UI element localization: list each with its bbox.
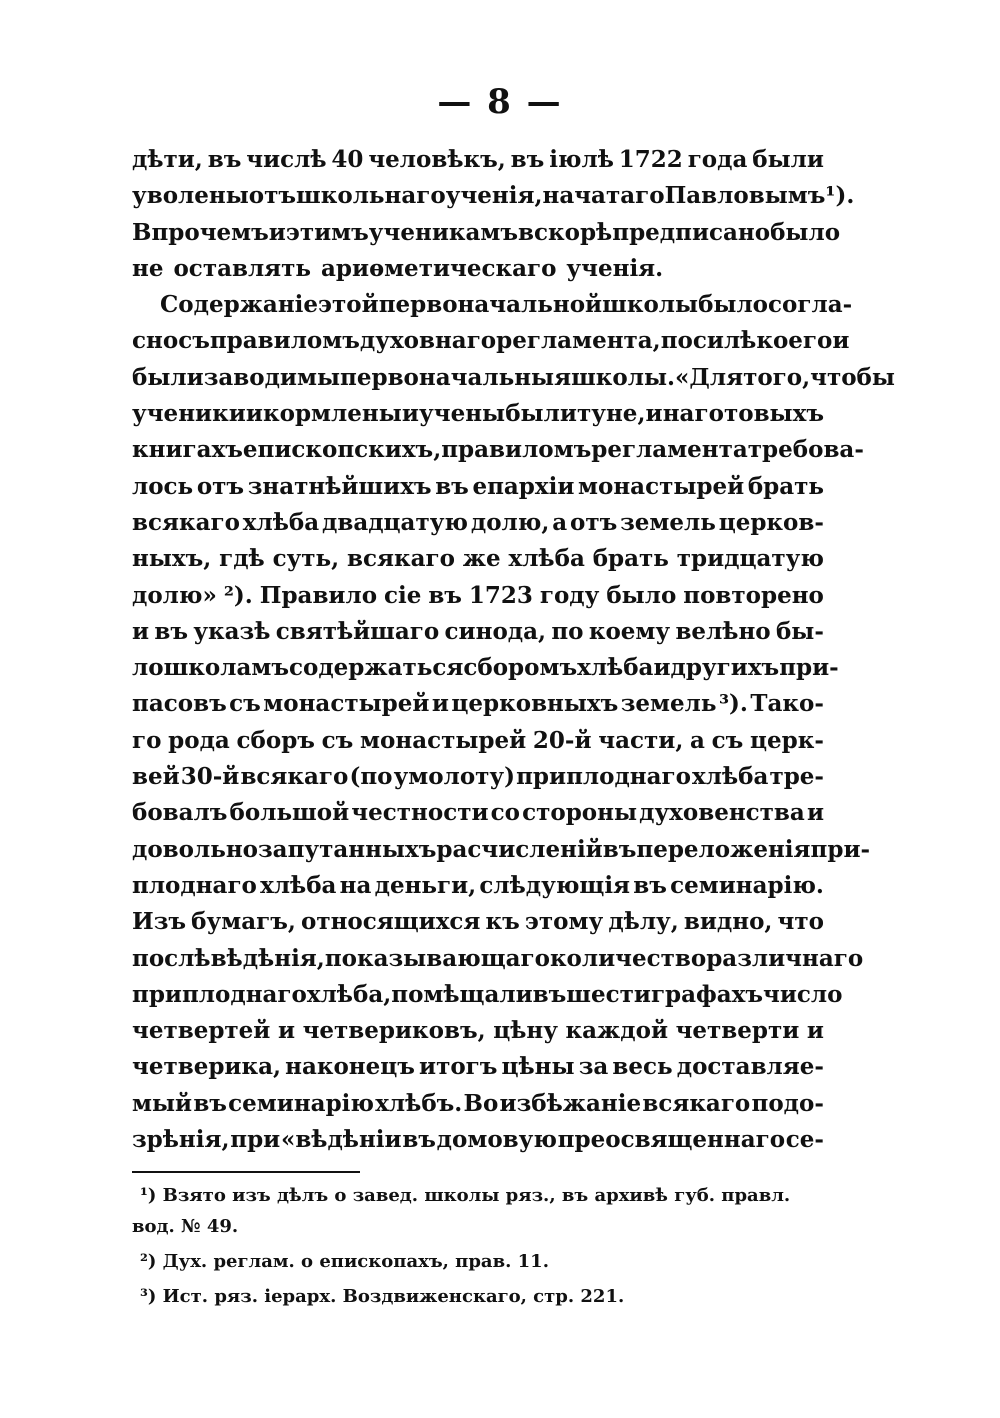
word: было: [770, 218, 841, 246]
word: за: [578, 1053, 609, 1081]
word: числѣ: [246, 146, 327, 173]
text-line: [132, 723, 824, 759]
word: 20-й: [532, 726, 592, 754]
word: ³).: [718, 690, 748, 718]
word: четверика,: [132, 1053, 281, 1081]
word: мый: [132, 1089, 193, 1117]
word: брать: [592, 545, 669, 573]
word: Впрочемъ: [132, 218, 269, 246]
word: Тако-: [750, 690, 824, 718]
text-line: [132, 941, 864, 977]
word: уволены: [132, 182, 249, 210]
word: съ: [711, 726, 744, 754]
word: году: [539, 581, 600, 609]
word: части,: [598, 726, 684, 754]
word: не: [132, 254, 164, 282]
word: и: [832, 327, 850, 355]
word: отъ: [569, 508, 618, 536]
word: а: [552, 508, 568, 536]
word: всякаго: [347, 545, 455, 573]
word: духовнаго: [359, 327, 497, 355]
word: относящихся: [300, 908, 481, 936]
word: по: [551, 617, 584, 645]
word: хлѣба: [577, 654, 654, 682]
word: требова-: [747, 436, 864, 464]
word: четверти: [675, 1017, 800, 1045]
text-line: [132, 287, 853, 323]
word: предписано: [612, 218, 771, 246]
footnote-divider: [132, 1171, 360, 1173]
word: въ: [602, 835, 637, 863]
footnote-1-line-1: ¹) Взято изъ дѣлъ о завед. школы ряз., въ архивѣ губ. правл.: [140, 1185, 791, 1206]
word: сборомъ: [463, 654, 578, 682]
word: правиломъ: [441, 436, 592, 464]
word: чтобы: [810, 363, 895, 391]
word: церк-: [750, 726, 824, 754]
word: на: [339, 871, 372, 899]
word: туне,: [577, 400, 646, 428]
word: весь: [612, 1053, 673, 1081]
text-line: [132, 1013, 824, 1049]
text-line: [132, 686, 824, 722]
word: различнаго: [706, 944, 864, 972]
word: семинарію: [228, 1089, 374, 1117]
word: были: [752, 146, 824, 173]
word: бы-: [775, 617, 824, 645]
word: запутанныхъ: [258, 835, 437, 863]
word: согла-: [768, 291, 853, 319]
word: сіе: [384, 581, 422, 609]
word: рода: [168, 726, 230, 754]
text-line: [132, 1122, 824, 1158]
word: избѣжаніе: [499, 1089, 642, 1117]
word: школы: [602, 291, 699, 319]
word: приплоднаго: [132, 980, 307, 1008]
word: человѣкъ,: [368, 146, 506, 173]
word: другихъ: [670, 654, 780, 682]
word: преосвященнаго: [557, 1126, 786, 1154]
word: ученія.: [566, 254, 664, 282]
word: заводимы: [203, 363, 341, 391]
word: помѣщали: [391, 980, 533, 1008]
text-line: [132, 578, 824, 614]
word: съ: [178, 327, 210, 355]
word: при-: [810, 835, 871, 863]
word: брать: [747, 472, 824, 500]
word: въ: [532, 980, 567, 1008]
text-line: [132, 323, 850, 359]
text-line: [132, 396, 824, 432]
word: этому: [524, 908, 604, 936]
text-line: [132, 795, 824, 831]
word: 30-й: [180, 763, 240, 791]
word: начатаго: [542, 182, 665, 210]
word: шести: [566, 980, 651, 1008]
text-line: [132, 759, 824, 795]
word: указѣ: [193, 617, 271, 645]
text-line: [132, 215, 841, 251]
word: деньги,: [374, 871, 477, 899]
word: первоначальныя: [340, 363, 572, 391]
word: этой: [318, 291, 379, 319]
word: Правило: [259, 581, 378, 609]
word: послѣ: [132, 944, 211, 972]
word: и: [806, 799, 824, 827]
word: на: [662, 400, 695, 428]
word: ло: [132, 654, 164, 682]
word: и: [653, 654, 671, 682]
word: въ: [435, 472, 469, 500]
word: тридцатую: [676, 545, 824, 573]
text-line: [132, 142, 824, 178]
word: содержаться: [288, 654, 464, 682]
word: и: [132, 617, 150, 645]
word: и: [806, 1017, 824, 1045]
word: учены: [419, 400, 506, 428]
word: велѣно: [675, 617, 771, 645]
word: епархіи: [472, 472, 575, 500]
word: подо-: [751, 1089, 824, 1117]
word: въ: [428, 581, 462, 609]
word: регламента: [591, 436, 748, 464]
word: домовую: [436, 1126, 557, 1154]
word: и: [645, 400, 663, 428]
word: «вѣдѣніи: [280, 1126, 402, 1154]
word: большой: [229, 799, 350, 827]
word: было: [698, 291, 769, 319]
word: слѣдующія: [479, 871, 631, 899]
word: стороны: [522, 799, 638, 827]
text-line: [132, 650, 839, 686]
word: лось: [132, 472, 194, 500]
text-line: [132, 868, 824, 904]
word: тре-: [769, 763, 824, 791]
word: ариѳметическаго: [321, 254, 557, 282]
word: школьнаго: [296, 182, 446, 210]
word: епископскихъ,: [242, 436, 442, 464]
word: кормлены: [263, 400, 402, 428]
word: оставлять: [173, 254, 312, 282]
word: въ: [402, 1126, 436, 1154]
word: бумагъ,: [191, 908, 296, 936]
word: доставляе-: [676, 1053, 824, 1081]
word: съ: [229, 690, 261, 718]
word: сборъ: [236, 726, 315, 754]
text-line: [132, 1086, 824, 1122]
word: долю»: [132, 581, 217, 609]
word: монастырей: [360, 726, 527, 754]
word: умолоту): [393, 763, 516, 791]
word: зрѣнія,: [132, 1126, 230, 1154]
word: отъ: [248, 182, 297, 210]
word: школы.: [571, 363, 676, 391]
word: что: [777, 908, 824, 936]
word: книгахъ: [132, 436, 243, 464]
word: школамъ: [163, 654, 289, 682]
word: въ: [193, 1089, 227, 1117]
word: наконецъ: [285, 1053, 415, 1081]
text-line: [132, 832, 871, 868]
word: плоднаго: [132, 871, 257, 899]
word: того,: [743, 363, 811, 391]
word: довольно: [132, 835, 258, 863]
word: хлѣба,: [306, 980, 392, 1008]
footnote-2: ²) Дух. реглам. о епископахъ, прав. 11.: [140, 1251, 549, 1272]
word: отъ: [196, 472, 245, 500]
word: суть,: [272, 545, 340, 573]
word: графахъ: [650, 980, 764, 1008]
word: правиломъ: [209, 327, 360, 355]
word: духовенства: [639, 799, 805, 827]
word: видно,: [683, 908, 773, 936]
text-line: [132, 251, 824, 287]
word: въ: [154, 617, 188, 645]
word: повторено: [683, 581, 824, 609]
text-line: [132, 541, 824, 577]
word: коему: [588, 617, 671, 645]
word: се-: [785, 1126, 824, 1154]
word: земель: [620, 690, 717, 718]
word: и: [268, 218, 286, 246]
word: коего: [756, 327, 833, 355]
word: хлѣба: [508, 545, 585, 573]
word: приплоднаго: [516, 763, 691, 791]
word: по: [660, 327, 693, 355]
word: и: [245, 400, 263, 428]
word: были: [505, 400, 577, 428]
word: были: [132, 363, 204, 391]
word: расчисленій: [436, 835, 603, 863]
word: хлѣба: [692, 763, 769, 791]
word: показывающаго: [324, 944, 550, 972]
word: каждой: [565, 1017, 668, 1045]
word: года: [687, 146, 748, 173]
paragraph-1: [132, 142, 855, 287]
word: Изъ: [132, 908, 187, 936]
word: въ: [510, 146, 545, 173]
word: церковныхъ: [451, 690, 619, 718]
word: четвертей: [132, 1017, 271, 1045]
word: хлѣба: [260, 871, 337, 899]
word: при-: [779, 654, 839, 682]
word: 1722: [618, 146, 683, 173]
text-line: [132, 614, 824, 650]
word: съ: [321, 726, 354, 754]
page-number: — 8 —: [437, 82, 563, 122]
word: къ: [485, 908, 520, 936]
word: же: [462, 545, 501, 573]
word: монастырей: [263, 690, 430, 718]
text-line: [132, 1049, 824, 1085]
word: первоначальной: [378, 291, 603, 319]
word: ныхъ,: [132, 545, 212, 573]
word: этимъ: [285, 218, 369, 246]
word: вей: [132, 763, 180, 791]
word: сно: [132, 327, 179, 355]
text-line: [132, 904, 824, 940]
word: готовыхъ: [694, 400, 824, 428]
word: 1723: [468, 581, 533, 609]
word: и: [277, 1017, 295, 1045]
word: было: [606, 581, 677, 609]
text-line: [132, 977, 843, 1013]
word: при: [230, 1126, 281, 1154]
word: количество: [549, 944, 707, 972]
word: пасовъ: [132, 690, 227, 718]
word: вскорѣ: [518, 218, 613, 246]
word: всякаго: [240, 763, 349, 791]
word: святѣйшаго: [275, 617, 440, 645]
word: монастырей: [578, 472, 745, 500]
footnote-1-line-2: вод. № 49.: [132, 1216, 239, 1237]
word: переложенія: [636, 835, 811, 863]
word: ученики: [132, 400, 246, 428]
word: со: [490, 799, 520, 827]
word: долю,: [470, 508, 550, 536]
word: (по: [349, 763, 393, 791]
word: и: [431, 690, 449, 718]
word: 40: [331, 146, 364, 173]
word: ученикамъ: [368, 218, 519, 246]
word: Павловымъ: [664, 182, 826, 210]
word: бовалъ: [132, 799, 228, 827]
word: дѣти,: [132, 146, 203, 173]
word: Во: [463, 1089, 499, 1117]
word: регламента,: [496, 327, 661, 355]
word: го: [132, 726, 162, 754]
word: въ: [207, 146, 242, 173]
word: гдѣ: [219, 545, 265, 573]
main-text: [132, 142, 895, 1158]
word: четвериковъ,: [302, 1017, 486, 1045]
paragraph-2: [132, 287, 895, 1158]
word: хлѣбъ.: [375, 1089, 463, 1117]
text-line: [132, 505, 824, 541]
word: хлѣба: [242, 508, 320, 536]
footnote-3: ³) Ист. ряз. іерарх. Воздвиженскаго, стр. 221.: [140, 1286, 625, 1307]
word: семинарію.: [670, 871, 824, 899]
word: вѣдѣнія,: [210, 944, 325, 972]
word: земель: [620, 508, 716, 536]
word: въ: [633, 871, 667, 899]
word: честности: [351, 799, 489, 827]
word: а: [690, 726, 705, 754]
word: и: [401, 400, 419, 428]
word: итогъ: [419, 1053, 498, 1081]
word: знатнѣйшихъ: [247, 472, 432, 500]
word: двадцатую: [322, 508, 469, 536]
word: всякаго: [642, 1089, 751, 1117]
word: ¹).: [825, 182, 855, 210]
text-line: [132, 432, 864, 468]
word: всякаго: [132, 508, 240, 536]
word: іюлѣ: [549, 146, 614, 173]
text-line: [132, 178, 855, 214]
text-line: [132, 360, 895, 396]
word: число: [763, 980, 843, 1008]
word: ученія,: [445, 182, 543, 210]
word: дѣлу,: [608, 908, 679, 936]
word: ²).: [223, 581, 253, 609]
word: «Для: [675, 363, 744, 391]
footnotes: [132, 1180, 824, 1312]
word: синода,: [444, 617, 547, 645]
word: силѣ: [692, 327, 757, 355]
word: цѣну: [493, 1017, 558, 1045]
text-line: [132, 469, 824, 505]
word: цѣны: [501, 1053, 575, 1081]
word: церков-: [718, 508, 824, 536]
word: Содержаніе: [160, 291, 319, 319]
